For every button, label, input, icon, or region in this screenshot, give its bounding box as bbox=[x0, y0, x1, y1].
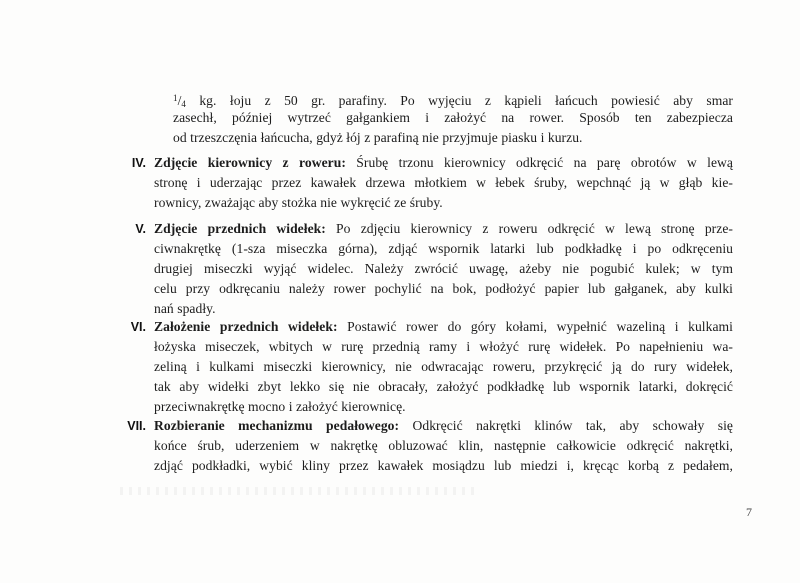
section-vi-line-2: łożyska miseczek, wbitych w rurę przednią ramy i włożyć rurę widełek. Po napełnieniu wa- bbox=[154, 339, 733, 354]
section-numeral-vii: VII. bbox=[127, 419, 146, 433]
section-vi-line-5: przeciwnakrętkę mocno i założyć kierownicę. bbox=[154, 399, 406, 414]
page-number: 7 bbox=[746, 505, 752, 519]
section-iv-line-2: stronę i uderzając przez kawałek drzewa młotkiem w łebek śruby, wepchnąć ją w głąb kie- bbox=[154, 175, 733, 190]
section-v-line-5: nań spadły. bbox=[154, 301, 216, 316]
section-iv-line-1: Zdjęcie kierownicy z roweru: Śrubę trzonu kierownicy odkręcić na parę obrotów w lewą bbox=[154, 155, 733, 170]
section-iv-line-3: rownicy, zważając aby stożka nie wykręcić ze śruby. bbox=[154, 195, 443, 210]
section-vi-line-1: Założenie przednich widełek: Postawić rower do góry kołami, wypełnić wazeliną i kulkami bbox=[154, 319, 734, 334]
section-v-line-4: celu przy odkręcaniu należy rower pochylić na bok, podłożyć papier lub gałganek, aby kulki bbox=[154, 281, 733, 296]
section-vii-title: Rozbieranie mechanizmu pedałowego: bbox=[154, 418, 400, 433]
section-numeral-iv: IV. bbox=[131, 156, 146, 170]
section-v-title: Zdjęcie przednich widełek: bbox=[154, 221, 326, 236]
intro-line-3: od trzeszczęnia łańcucha, gdyż łój z parafiną nie przyjmuje piasku i kurzu. bbox=[173, 130, 583, 145]
intro-line-2: zasechł, później wytrzeć gałgankiem i założyć na rower. Sposób ten zabezpiecza bbox=[173, 110, 733, 125]
section-vi-line-3: zeliną i kulkami miseczki kierownicy, nie odwracając roweru, przykręcić ją do rury widełek, bbox=[154, 359, 733, 374]
section-v-line-1: Zdjęcie przednich widełek: Po zdjęciu kierownicy z roweru odkręcić w lewą stronę prze- bbox=[154, 221, 733, 236]
section-numeral-v: V. bbox=[135, 222, 146, 236]
section-vi-title: Założenie przednich widełek: bbox=[154, 319, 338, 334]
section-v-line-2: ciwnakrętkę (1-sza miseczka górna), zdjąć wspornik latarki lub podkładkę i po odkręceniu bbox=[154, 241, 733, 256]
section-vi-line-4: tak aby widełki zbyt lekko się nie obracały, założyć podkładkę lub wspornik latarki, dokręcić bbox=[154, 379, 733, 394]
scan-bleedthrough bbox=[120, 487, 480, 495]
section-vii-line-1: Rozbieranie mechanizmu pedałowego: Odkręcić nakrętki klinów tak, aby schowały się bbox=[154, 418, 733, 433]
intro-line-1: $^1/_4$ kg. łoju z 50 gr. parafiny. Po wyjęciu z kąpieli łańcuch powiesić aby smar bbox=[173, 93, 733, 109]
section-vii-line-3: zdjąć podkładki, wybić kliny przez kawałek mosiądzu lub miedzi i, kręcąc korbą z pedałem, bbox=[154, 458, 733, 473]
fraction-quarter: $^1/_4$ bbox=[173, 93, 186, 109]
section-iv-title: Zdjęcie kierownicy z roweru: bbox=[154, 155, 346, 170]
section-numeral-vi: VI. bbox=[130, 320, 146, 334]
section-vii-line-2: końce śrub, uderzeniem w nakrętkę obluzować klin, następnie całkowicie odkręcić nakrętki, bbox=[154, 438, 733, 453]
section-v-line-3: drugiej miseczki wyjąć widelec. Należy zwrócić uwagę, ażeby nie pogubić kulek; w tym bbox=[154, 261, 733, 276]
